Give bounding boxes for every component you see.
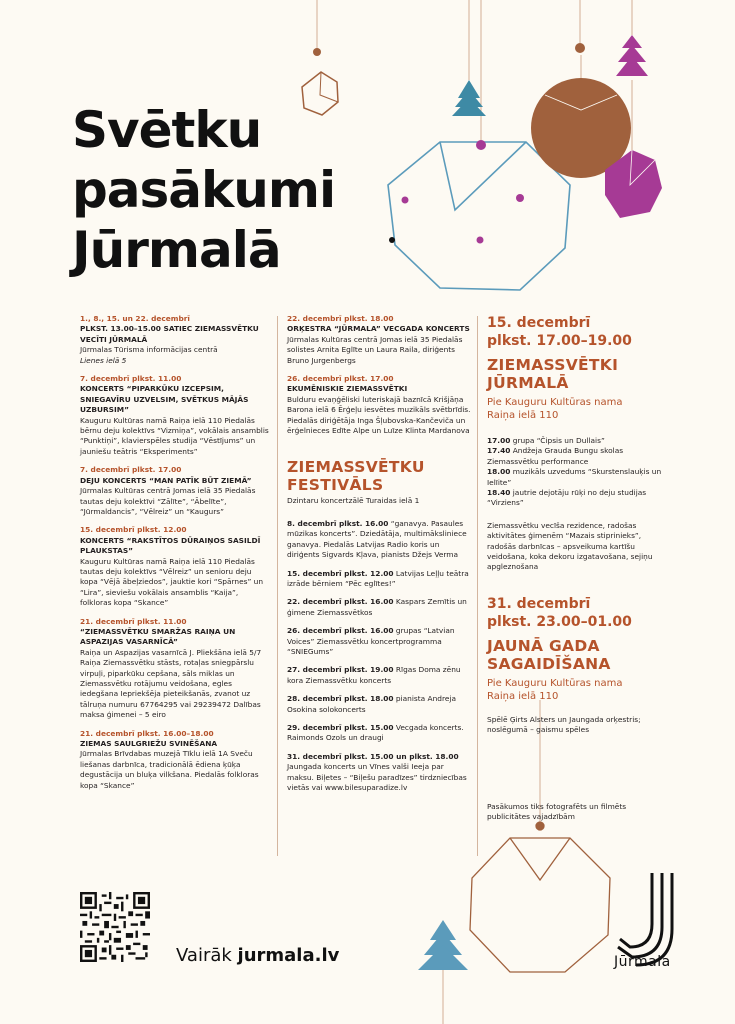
title-line-1: Svētku: [72, 101, 262, 159]
event-body: Jūrmalas Kultūras centrā Jomas ielā 35 Piedalās solistes Arnita Eglīte un Laura Raila, diriģents Bruno Jurgenbergs: [287, 334, 463, 365]
bottom-ornament-icon: [470, 822, 610, 972]
event-body: Bulduru evaņģēliski luteriskajā baznīcā Krišjāņa Barona ielā 6 Ērģeļu iesvētes muzikāls svētbrīdis. Piedalās diriģētāja Inga Šļubovska-Kančeviča un ērģelnieces Edīte Alpe un Luīze Klinta Mardanova: [287, 394, 471, 436]
event-item: [287, 374, 472, 436]
festival-venue: Dzintaru koncertzālē Turaidas ielā 1: [287, 496, 420, 506]
schedule-time: 17.00: [487, 436, 511, 445]
event-date: 1., 8., 15. un 22. decembrī: [80, 314, 190, 323]
event-title: EKUMĒNISKIE ZIEMASSVĒTKI: [287, 384, 408, 394]
festival-date: 22. decembrī plkst. 16.00: [287, 597, 394, 607]
festival-text: Vecgada koncerts. Raimonds Ozols un draugi: [287, 722, 464, 743]
logo-text: Jūrmala: [614, 954, 671, 970]
festival-date: 28. decembrī plkst. 18.00: [287, 694, 394, 704]
schedule-item: [487, 488, 667, 509]
title-line-3: Jūrmalā: [72, 221, 281, 279]
schedule-list: [487, 436, 667, 509]
schedule-time: 17.40: [487, 446, 511, 456]
festival-text: Rīgas Doma zēnu kora Ziemassvētku koncerts: [287, 665, 461, 685]
event-item: [80, 465, 270, 517]
schedule-desc: muzikāls uzvedums “Skurstenslauķis un Ielīite”: [487, 467, 662, 487]
qr-code[interactable]: [80, 892, 150, 962]
event-title: ZIEMAS SAULGRIEŽU SVINĒŠANA: [80, 739, 218, 749]
dec31-title-2: SAGAIDĪŠANA: [487, 654, 611, 673]
more-label: Vairāk: [176, 945, 232, 966]
event-body: Raiņa un Aspazijas vasarnīcā J. Pliekšāna ielā 5/7 Raiņa Ziemassvētku stāsts, rotaļas sniegpārslu virpuļi, piparkūku cepšana, sāls miklas un Ziemassvētku rotājumu veidošana, egles iedegšana Iepriekšēja pieteikšanās, zvanot uz tālruņa numuru 67764295 vai 29239472 Dalības maksa ģimenei – 5 eiro: [80, 647, 262, 720]
event-address: Lienes ielā 5: [80, 355, 127, 365]
dec31-title-1: JAUNĀ GADA: [487, 636, 600, 655]
event-item: [80, 525, 270, 608]
dec31-block: [487, 595, 667, 736]
event-date: 26. decembrī plkst. 17.00: [287, 374, 394, 384]
dec15-place-1: Pie Kauguru Kultūras nama: [487, 397, 623, 408]
festival-item: [287, 694, 472, 715]
more-info-link[interactable]: [176, 945, 339, 966]
festival-text: Kaspars Zemītis un ģimene Ziemassvētkos: [287, 597, 467, 617]
event-body: Jūrmalas Kultūras centrā Jomas ielā 35 Piedalās tautas deju kolektīvi “Zālīte”, “Ābelīte”, “Jūrmaldancis”, “Vēlreiz” un “Kaugurs”: [80, 486, 256, 516]
event-date: 21. decembrī plkst. 11.00: [80, 616, 187, 626]
dec31-extra: Spēlē Ģirts Alsters un Jaungada orķestris; noslēgumā – gaismu spēles: [487, 714, 641, 735]
festival-item: [287, 723, 472, 744]
festival-item: [287, 519, 472, 561]
festival-item: [287, 597, 472, 618]
event-item: [80, 374, 270, 457]
schedule-item: [487, 467, 667, 488]
event-title: KONCERTS “RAKSTĪTOS DŪRAIŅOS SASILDĪ PLAUKSTAS”: [80, 535, 261, 556]
event-body: Jūrmalas Brīvdabas muzejā Tīklu ielā 1A Sveču liešanas darbnīca, tradicionālā ēdiena ķūķa degustācija un bluķa vilkšana. Piedalās folkloras kopa “Skance”: [80, 749, 259, 790]
schedule-time: 18.00: [487, 467, 511, 477]
event-title: KONCERTS “PIPARKŪKU IZCEPSIM, SNIEGAVĪRU UZVELSIM, SVĒTKUS MĀJĀS UZBURSIM”: [80, 384, 249, 415]
festival-item: [287, 752, 472, 794]
event-title: PLKST. 13.00–15.00 SATIEC ZIEMASSVĒTKU VECĪTI JŪRMALĀ: [80, 324, 259, 344]
festival-text: Latvijas Leļļu teātra izrāde bērniem “Pēc eglītes!”: [287, 568, 469, 588]
events-column-3: [487, 314, 667, 823]
event-date: 21. decembrī plkst. 16.00–18.00: [80, 728, 214, 738]
schedule-desc: Andžeja Grauda Bungu skolas Ziemassvētku performance: [487, 446, 624, 466]
event-item: [80, 729, 270, 791]
tree-icon-magenta: [616, 35, 648, 76]
event-item: [287, 314, 472, 366]
event-date: 15. decembrī plkst. 12.00: [80, 525, 187, 535]
festival-text: “ganavya. Pasaules mūzikas koncerts”. Dziedātāja, multimākslinieсe ganavya. Piedalās Latvijas Radio koris un diriģents Sigvards Kļava, pianists Džejs Verma: [287, 518, 467, 560]
small-ornament-icon: [302, 48, 338, 115]
event-body: Jūrmalas Tūrisma informācijas centrā: [80, 345, 218, 355]
column-divider: [277, 316, 278, 856]
festival-text: grupas “Latvian Voices” Ziemassvētku koncertprogramma “SNIEGums”: [287, 626, 455, 656]
schedule-item: [487, 446, 667, 467]
festival-heading-2: FESTIVĀLS: [287, 476, 384, 495]
festival-item: [287, 569, 472, 590]
dec15-title-2: JŪRMALĀ: [487, 374, 569, 392]
dec15-place-2: Raiņa ielā 110: [487, 410, 559, 421]
events-column-2: [287, 314, 472, 801]
festival-date: 26. decembrī plkst. 16.00: [287, 626, 394, 636]
title-line-2: pasākumi: [72, 161, 336, 219]
dec31-time: plkst. 23.00–01.00: [487, 613, 632, 630]
dec15-title-1: ZIEMASSVĒTKI: [487, 356, 619, 374]
event-item: [80, 314, 270, 366]
schedule-desc: grupa “Čipsis un Dullais”: [512, 436, 605, 445]
schedule-time: 18.40: [487, 488, 511, 498]
festival-date: 15. decembrī plkst. 12.00: [287, 568, 394, 578]
festival-item: [287, 665, 472, 686]
dec31-place-2: Raiņa ielā 110: [487, 690, 559, 702]
event-body: Kauguru Kultūras namā Raiņa ielā 110 Piedalās bērnu deju kolektīvs “Vizmiņa”, vokālais ansamblis “Punktiņi”, klavierspēles studija “Vēstījums” un jauniešu teātris “Eksperiments”: [80, 415, 269, 456]
festival-text: pianista Andreja Osokina solokoncerts: [287, 694, 456, 714]
schedule-desc: jautrie dejotāju rūķi no deju studijas “Virziens”: [487, 488, 647, 508]
event-date: 22. decembrī plkst. 18.00: [287, 314, 394, 323]
event-date: 7. decembrī plkst. 17.00: [80, 465, 182, 475]
dec15-time: plkst. 17.00–19.00: [487, 333, 632, 349]
event-title: “ZIEMASSVĒTKU SMARŽAS RAIŅA UN ASPAZIJAS VASARNĪCĀ”: [80, 626, 236, 647]
blue-ornament-icon: [388, 142, 570, 290]
festival-date: 8. decembrī plkst. 16.00: [287, 518, 389, 528]
schedule-item: [487, 436, 667, 446]
festival-date: 27. decembrī plkst. 19.00: [287, 665, 394, 675]
photo-notice: Pasākumos tiks fotografēts un filmēts publicitātes vajadzībām: [487, 801, 627, 822]
dec15-block: [487, 314, 667, 573]
tree-icon-bottom: [418, 920, 468, 970]
dec31-place-1: Pie Kauguru Kultūras nama: [487, 677, 623, 689]
event-body: Kauguru Kultūras namā Raiņa ielā 110 Piedalās tautas deju kolektīvs “Vēlreiz” un senioru deju kopa “Vējā ābeļziedos”, jauktie kori “Spārnes” un “Lira”, sieviešu vokālais ansamblis “Kaija”, folkloras kopa “Skance”: [80, 556, 264, 608]
website-url: jurmala.lv: [237, 945, 340, 966]
festival-date: 31. decembrī plkst. 15.00 un plkst. 18.00: [287, 751, 459, 761]
dec15-extra: Ziemassvētku vecīša rezidence, radošas aktivitātes ģimenēm “Mazais stiprinieks”, radošās darbnīcas – apsveikuma kartīšu veidošana, koka dekoru izgatavošana, sejiņu apgleznošana: [487, 520, 653, 572]
festival-heading-1: ZIEMASSVĒTKU: [287, 458, 425, 477]
festival-date: 29. decembrī plkst. 15.00: [287, 722, 394, 732]
event-title: ORĶESTRA “JŪRMALA” VECGADA KONCERTS: [287, 324, 470, 334]
festival-item: [287, 626, 472, 657]
festival-text: Jaungada koncerts un Vīnes valši Ieeja par maksu. Biļetes – “Biļešu paradīzes” tirdzniecības vietās vai www.bilesuparadize.lv: [287, 762, 467, 792]
event-item: [80, 617, 270, 721]
festival-section: [287, 458, 472, 793]
event-title: DEJU KONCERTS “MAN PATĪK BŪT ZIEMĀ”: [80, 475, 252, 485]
dec15-date: 15. decembrī: [487, 315, 591, 331]
events-column-1: [80, 314, 270, 799]
dec31-date: 31. decembrī: [487, 595, 591, 612]
event-date: 7. decembrī plkst. 11.00: [80, 374, 182, 384]
column-divider: [477, 316, 478, 856]
